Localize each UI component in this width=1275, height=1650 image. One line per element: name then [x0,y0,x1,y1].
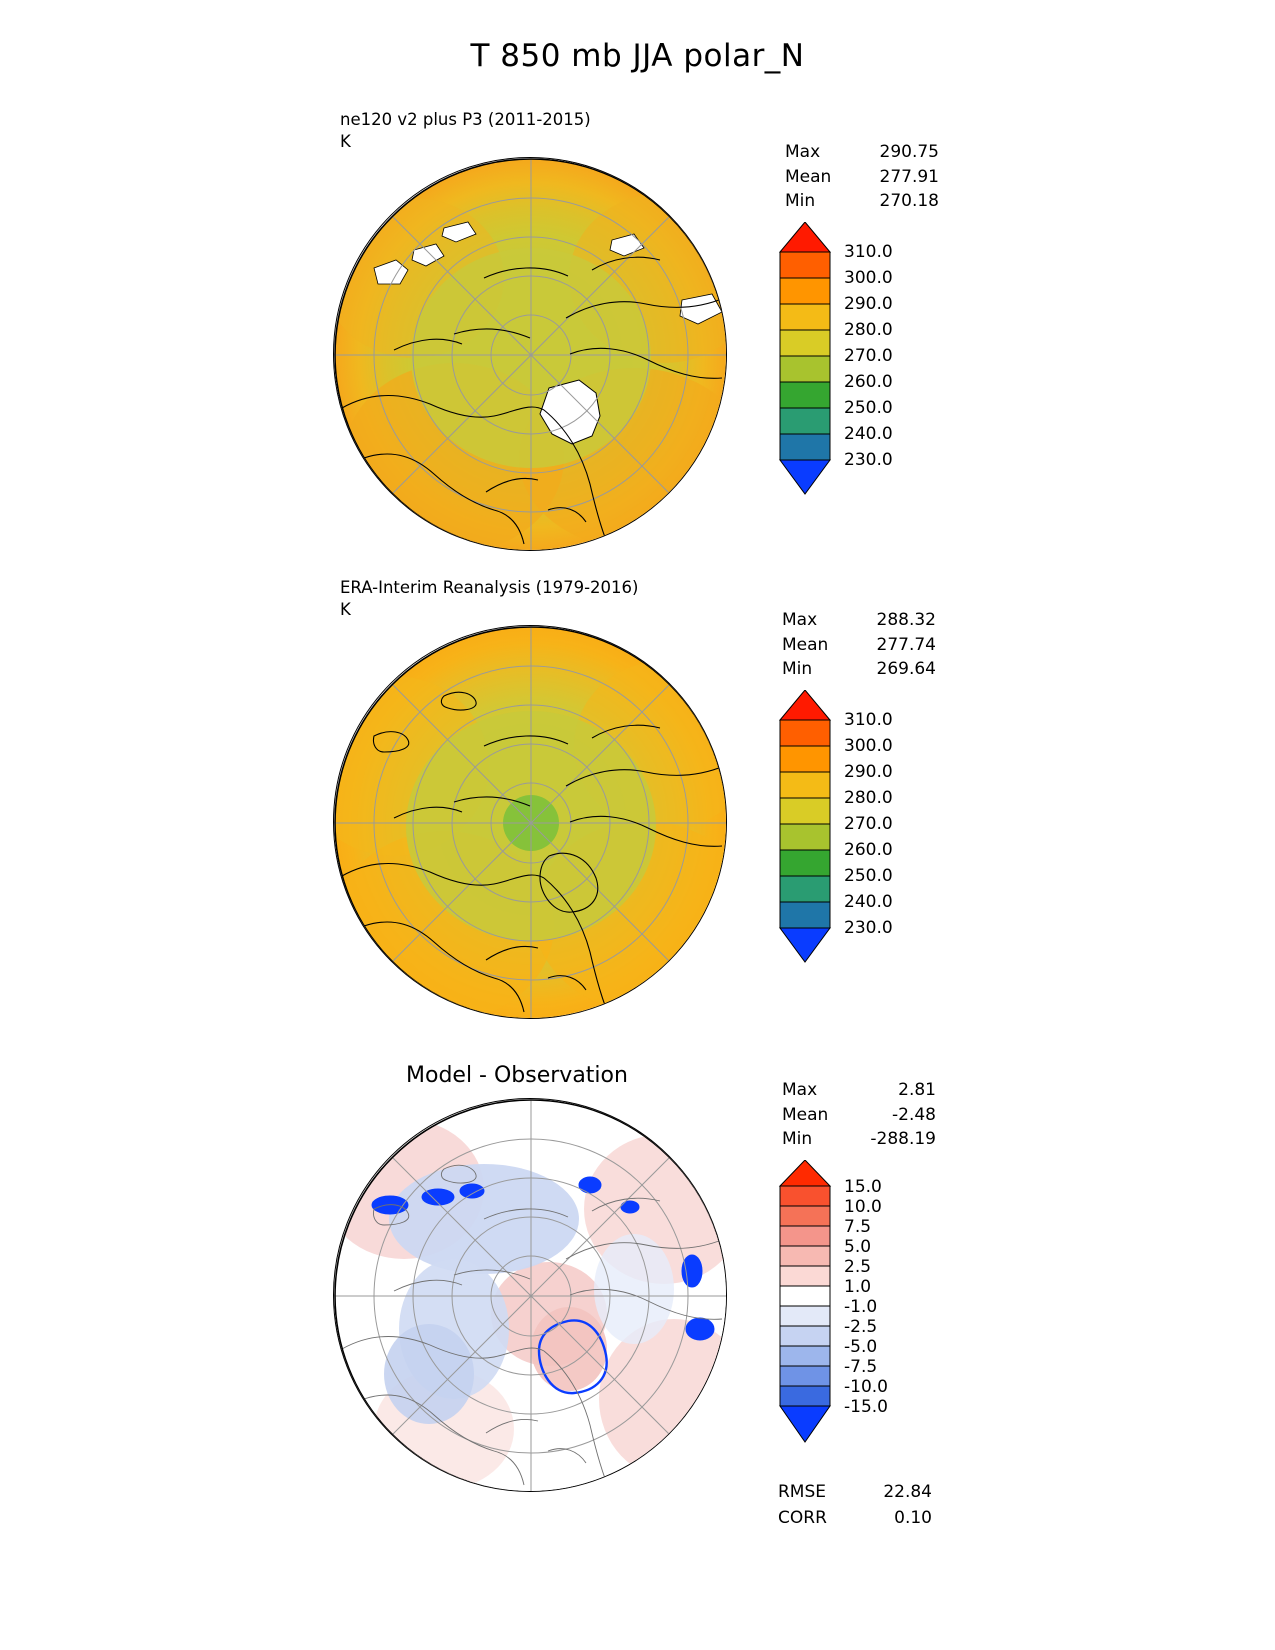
colorbar-label: 300.0 [844,736,893,756]
colorbar-swatches [778,222,832,500]
colorbar-label: -15.0 [844,1397,888,1417]
colorbar-label: 1.0 [844,1277,872,1297]
colorbar-label: 230.0 [844,918,893,938]
colorbar-label: 310.0 [844,242,893,262]
panel-difference-footer-stats [778,1480,932,1531]
stat-label: Max [782,1080,818,1100]
colorbar-label: 270.0 [844,346,893,366]
stat-label: CORR [778,1507,827,1528]
colorbar-label: 260.0 [844,372,893,392]
stat-value: 270.18 [879,191,939,212]
panel-model-units: K [340,132,351,151]
stat-value: -2.48 [892,1104,936,1125]
stat-row [782,1078,936,1103]
colorbar-label: 280.0 [844,788,893,808]
stat-row [778,1506,932,1532]
colorbar-swatches [778,1160,832,1448]
stat-value: 269.64 [876,659,936,680]
colorbar-label: -10.0 [844,1377,888,1397]
panel-difference-stats [782,1078,936,1152]
panel-difference-map [333,1098,727,1492]
colorbar-label: 15.0 [844,1177,882,1197]
stat-label: Min [785,191,816,212]
stat-label: Min [782,659,813,680]
stat-label: Mean [782,634,829,655]
panel-observation-stats [782,608,936,682]
colorbar-labels [844,1160,948,1448]
colorbar-label: 310.0 [844,710,893,730]
stat-value: 290.75 [879,142,939,162]
stat-label: Min [782,1129,813,1150]
colorbar-label: 260.0 [844,840,893,860]
stat-row [785,140,939,165]
colorbar-label: 230.0 [844,450,893,470]
stat-value: 288.32 [876,610,936,630]
stat-value: 2.81 [898,1080,936,1100]
colorbar-label: 2.5 [844,1257,872,1277]
colorbar-label: 280.0 [844,320,893,340]
colorbar-label: 250.0 [844,398,893,418]
panel-model-map [333,157,727,551]
stat-row [782,1103,936,1128]
stat-value: 0.10 [894,1507,932,1528]
page-title: T 850 mb JJA polar_N [470,38,805,74]
panel-difference-colorbar [778,1160,948,1450]
colorbar-label: 290.0 [844,294,893,314]
colorbar-label: 240.0 [844,424,893,444]
stat-label: Max [785,142,821,162]
colorbar-labels [844,222,948,500]
colorbar-label: -2.5 [844,1317,878,1337]
colorbar-label: 10.0 [844,1197,882,1217]
colorbar-label: 5.0 [844,1237,872,1257]
stat-value: 277.74 [876,634,936,655]
colorbar-labels [844,690,948,968]
colorbar-label: -5.0 [844,1337,878,1357]
colorbar-label: -7.5 [844,1357,878,1377]
stat-value: 22.84 [883,1482,932,1502]
stat-value: 277.91 [879,166,939,187]
stat-label: Max [782,610,818,630]
colorbar-label: 270.0 [844,814,893,834]
colorbar-label: 240.0 [844,892,893,912]
stat-row [782,1127,936,1152]
stat-label: Mean [785,166,832,187]
panel-observation-units: K [340,600,351,619]
colorbar-label: 250.0 [844,866,893,886]
panel-difference-title: Model - Observation [406,1063,628,1088]
stat-row [782,633,936,658]
panel-model-colorbar [778,222,948,502]
stat-row [782,657,936,682]
colorbar-label: -1.0 [844,1297,878,1317]
panel-observation-colorbar [778,690,948,970]
stat-label: Mean [782,1104,829,1125]
panel-observation-subtitle: ERA-Interim Reanalysis (1979-2016) [340,578,639,597]
panel-observation-map [333,625,727,1019]
stat-label: RMSE [778,1482,827,1502]
stat-value: -288.19 [870,1129,936,1150]
colorbar-label: 300.0 [844,268,893,288]
stat-row [785,189,939,214]
stat-row [785,165,939,190]
colorbar-label: 7.5 [844,1217,872,1237]
stat-row [782,608,936,633]
panel-model-subtitle: ne120 v2 plus P3 (2011-2015) [340,110,591,129]
stat-row [778,1480,932,1506]
colorbar-swatches [778,690,832,968]
colorbar-label: 290.0 [844,762,893,782]
panel-model-stats [785,140,939,214]
